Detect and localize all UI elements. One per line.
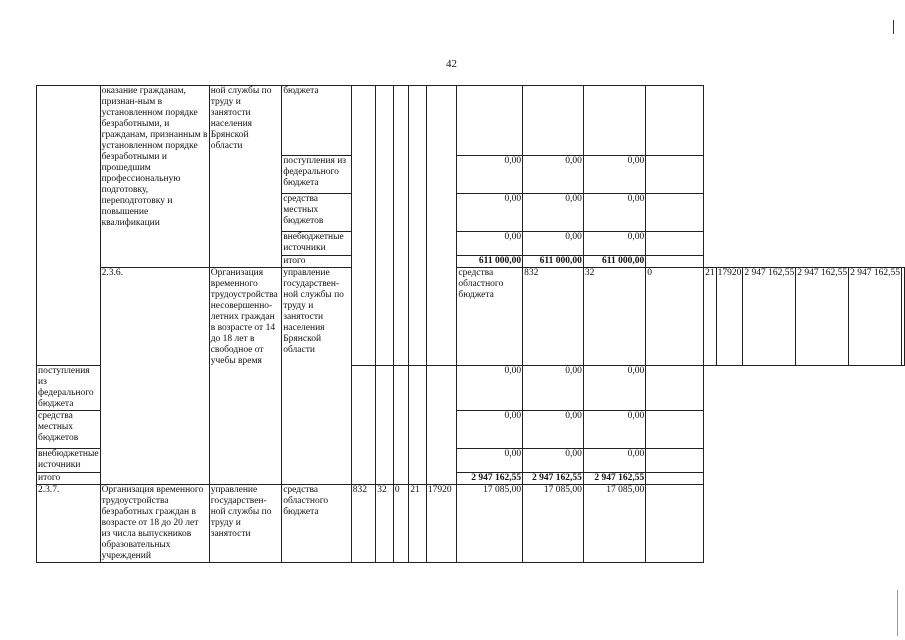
amount-cell: 0,00	[457, 156, 523, 194]
scan-edge-mark	[893, 20, 894, 34]
code-cell	[409, 366, 427, 485]
amount-cell: 2 947 162,55	[849, 268, 902, 366]
code-cell: 832	[351, 485, 376, 563]
total-amount-cell: 611 000,00	[523, 256, 584, 268]
amount-cell: 0,00	[523, 411, 584, 449]
funding-source-cell: средства областного бюджета	[457, 268, 523, 366]
amount-cell: 17 085,00	[523, 485, 584, 563]
code-cell: 21	[704, 268, 717, 366]
measure-name-cell: Организация временного трудоустройства несовершенно-летних граждан в возрасте от 14 до 18 лет в свободное от учебы время	[209, 268, 281, 485]
code-cell	[426, 86, 457, 366]
funding-source-cell: бюджета	[282, 86, 352, 156]
amount-cell: 2 947 162,55	[743, 268, 796, 366]
amount-cell: 17 085,00	[583, 485, 645, 563]
amount-cell: 0,00	[523, 366, 584, 411]
measure-name-cell: Организация временного трудоустройства безработных граждан в возрасте от 18 до 20 лет из числа выпускников образовательных учреждений	[100, 485, 209, 563]
note-cell	[902, 268, 905, 366]
amount-cell: 0,00	[523, 194, 584, 232]
row-number-cell: 2.3.6.	[100, 268, 209, 485]
note-cell	[646, 194, 704, 232]
measure-name-cell: оказание гражданам, признан-ным в установленном порядке безработными, и гражданам, признанным в установленном порядке безработными и прошедшим профессиональную подготовку, переподготовку и повышение квалификации	[100, 86, 209, 268]
code-cell	[409, 86, 427, 366]
note-cell	[646, 485, 704, 563]
table-row	[37, 268, 905, 366]
total-amount-cell: 611 000,00	[583, 256, 645, 268]
code-cell: 32	[583, 268, 645, 366]
funding-source-cell: внебюджетные источники	[282, 232, 352, 256]
code-cell	[426, 366, 457, 485]
code-cell: 32	[376, 485, 394, 563]
amount-cell: 0,00	[583, 449, 645, 473]
funding-source-cell: поступления из федерального бюджета	[282, 156, 352, 194]
code-cell	[351, 86, 376, 366]
code-cell: 0	[646, 268, 704, 366]
note-cell	[646, 411, 704, 449]
note-cell	[646, 473, 704, 485]
row-number-cell: 2.3.7.	[37, 485, 101, 563]
amount-cell	[457, 86, 523, 156]
amount-cell	[523, 86, 584, 156]
funding-source-cell: средства местных бюджетов	[37, 411, 101, 449]
amount-cell: 0,00	[523, 156, 584, 194]
executor-cell: управление государствен-ной службы по труду и занятости	[209, 485, 281, 563]
amount-cell: 0,00	[457, 194, 523, 232]
code-cell: 832	[523, 268, 584, 366]
amount-cell: 0,00	[583, 232, 645, 256]
total-amount-cell: 611 000,00	[457, 256, 523, 268]
note-cell	[646, 366, 704, 411]
amount-cell: 0,00	[457, 366, 523, 411]
total-label-cell: итого	[282, 256, 352, 268]
code-cell: 0	[393, 485, 408, 563]
funding-source-cell: внебюджетные источники	[37, 449, 101, 473]
note-cell	[646, 232, 704, 256]
note-cell	[646, 256, 704, 268]
total-amount-cell: 2 947 162,55	[457, 473, 523, 485]
total-label-cell: итого	[37, 473, 101, 485]
note-cell	[646, 86, 704, 156]
table-row	[37, 485, 905, 563]
note-cell	[646, 156, 704, 194]
code-cell	[376, 366, 394, 485]
amount-cell: 0,00	[457, 232, 523, 256]
total-amount-cell: 2 947 162,55	[583, 473, 645, 485]
total-amount-cell: 2 947 162,55	[523, 473, 584, 485]
amount-cell: 0,00	[583, 156, 645, 194]
amount-cell: 0,00	[523, 449, 584, 473]
code-cell: 17920	[716, 268, 743, 366]
code-cell: 21	[409, 485, 427, 563]
budget-table	[36, 85, 905, 563]
amount-cell: 2 947 162,55	[796, 268, 849, 366]
amount-cell: 0,00	[457, 449, 523, 473]
note-cell	[646, 449, 704, 473]
amount-cell: 0,00	[583, 411, 645, 449]
funding-source-cell: поступления из федерального бюджета	[37, 366, 101, 411]
row-number-cell	[37, 86, 101, 366]
executor-cell: ной службы по труду и занятости населения Брянской области	[209, 86, 281, 268]
funding-source-cell: средства местных бюджетов	[282, 194, 352, 232]
amount-cell: 0,00	[457, 411, 523, 449]
code-cell	[393, 366, 408, 485]
amount-cell: 0,00	[583, 194, 645, 232]
funding-source-cell: средства областного бюджета	[282, 485, 352, 563]
page-number: 42	[446, 58, 457, 70]
amount-cell: 0,00	[583, 366, 645, 411]
code-cell	[376, 86, 394, 366]
table-row	[37, 86, 905, 156]
amount-cell: 17 085,00	[457, 485, 523, 563]
code-cell: 17920	[426, 485, 457, 563]
scan-edge-mark	[897, 590, 898, 636]
code-cell	[351, 366, 376, 485]
amount-cell: 0,00	[523, 232, 584, 256]
code-cell	[393, 86, 408, 366]
amount-cell	[583, 86, 645, 156]
executor-cell: управление государствен-ной службы по труду и занятости населения Брянской области	[282, 268, 352, 485]
